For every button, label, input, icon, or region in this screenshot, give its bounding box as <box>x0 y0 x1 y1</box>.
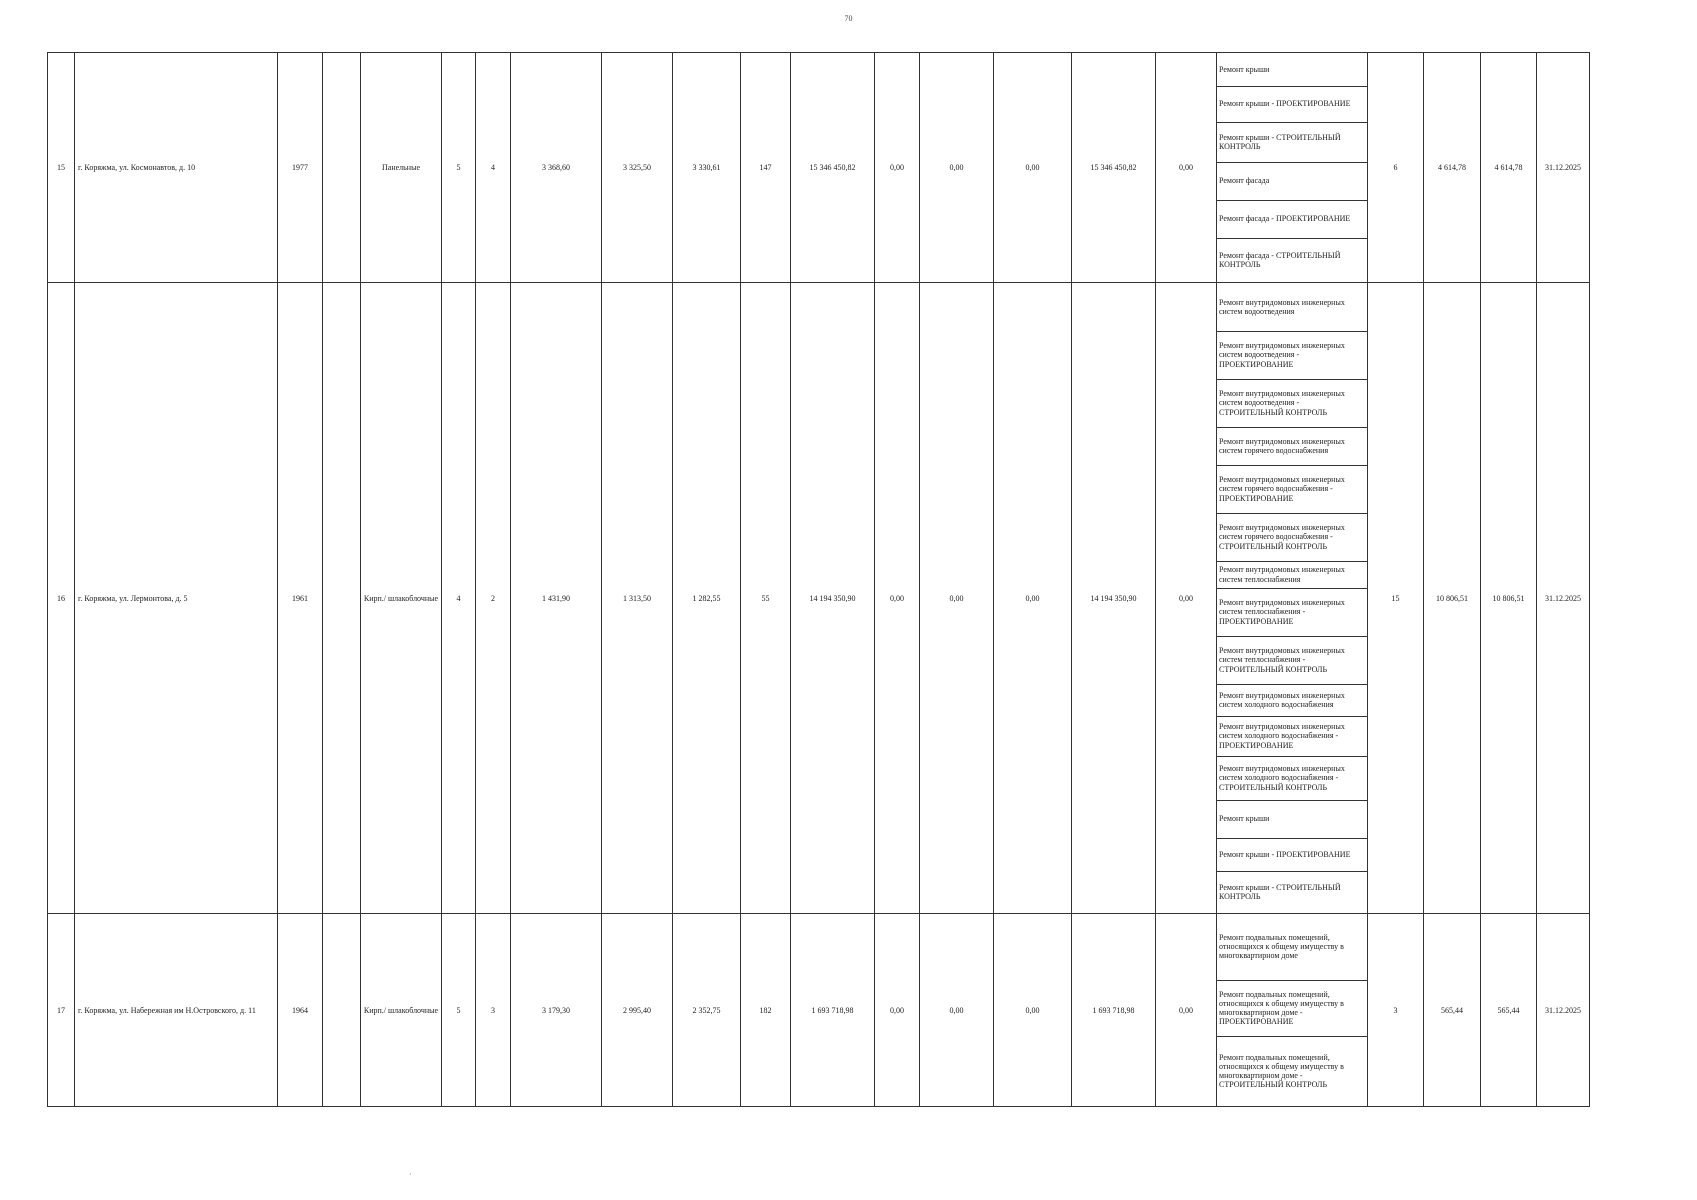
cell-area-b: 3 330,61 <box>673 53 741 283</box>
cell-residents: 147 <box>741 53 791 283</box>
cell-entrances: 4 <box>476 53 511 283</box>
cell-unit-cost-max: 565,44 <box>1481 914 1537 1107</box>
cell-fund-b: 0,00 <box>920 53 994 283</box>
cell-floors: 5 <box>442 53 476 283</box>
work-item: Ремонт крыши - СТРОИТЕЛЬНЫЙ КОНТРОЛЬ <box>1219 883 1341 902</box>
cell-area-b: 1 282,55 <box>673 283 741 914</box>
work-item: Ремонт внутридомовых инженерных систем водоотведения <box>1217 283 1367 331</box>
cell-fund-c: 0,00 <box>994 283 1072 914</box>
cell-fund-b: 0,00 <box>920 914 994 1107</box>
work-item: Ремонт подвальных помещений, относящихся к общему имуществу в многоквартирном доме - СТРОИТЕЛЬНЫЙ КОНТРОЛЬ <box>1219 1052 1344 1090</box>
work-item: Ремонт фасада <box>1217 162 1367 200</box>
cell-fund-e: 0,00 <box>1156 914 1217 1107</box>
work-item: Ремонт фасада - СТРОИТЕЛЬНЫЙ КОНТРОЛЬ <box>1219 251 1341 270</box>
work-item: Ремонт подвальных помещений, относящихся к общему имуществу в многоквартирном доме - ПРОЕКТИРОВАНИЕ <box>1217 980 1367 1036</box>
cell-col-empty <box>323 914 361 1107</box>
cell-entrances: 2 <box>476 283 511 914</box>
cell-col-empty <box>323 53 361 283</box>
cell-fund-a: 0,00 <box>875 53 920 283</box>
stray-mark: · <box>409 1170 412 1179</box>
cell-cost-total: 15 346 450,82 <box>791 53 875 283</box>
cell-floors: 5 <box>442 914 476 1107</box>
cell-deadline: 31.12.2025 <box>1537 53 1590 283</box>
repair-program-table <box>47 52 1590 1107</box>
table-row <box>48 914 1590 1107</box>
cell-floors: 4 <box>442 283 476 914</box>
cell-address: г. Коряжма, ул. Лермонтова, д. 5 <box>75 283 278 914</box>
work-item: Ремонт внутридомовых инженерных систем холодного водоснабжения <box>1217 684 1367 716</box>
works-list <box>1217 283 1368 914</box>
cell-entrances: 3 <box>476 914 511 1107</box>
works-list <box>1217 914 1368 1107</box>
cell-fund-b: 0,00 <box>920 283 994 914</box>
cell-fund-c: 0,00 <box>994 914 1072 1107</box>
cell-num: 15 <box>48 53 75 283</box>
cell-unit-cost-max: 4 614,78 <box>1481 53 1537 283</box>
cell-wall: Панельные <box>361 53 442 283</box>
cell-fund-a: 0,00 <box>875 283 920 914</box>
work-item: Ремонт крыши - СТРОИТЕЛЬНЫЙ КОНТРОЛЬ <box>1217 122 1367 162</box>
cell-unit-cost-max: 10 806,51 <box>1481 283 1537 914</box>
cell-num: 17 <box>48 914 75 1107</box>
work-item: Ремонт фасада - ПРОЕКТИРОВАНИЕ <box>1217 200 1367 238</box>
cell-num: 16 <box>48 283 75 914</box>
cell-fund-d: 1 693 718,98 <box>1072 914 1156 1107</box>
cell-area-total: 3 179,30 <box>511 914 602 1107</box>
cell-area-total: 3 368,60 <box>511 53 602 283</box>
cell-area-a: 2 995,40 <box>602 914 673 1107</box>
work-item: Ремонт внутридомовых инженерных систем водоотведения - СТРОИТЕЛЬНЫЙ КОНТРОЛЬ <box>1217 379 1367 427</box>
cell-fund-c: 0,00 <box>994 53 1072 283</box>
cell-area-total: 1 431,90 <box>511 283 602 914</box>
cell-works-count: 15 <box>1368 283 1424 914</box>
work-item: Ремонт крыши <box>1217 800 1367 838</box>
cell-deadline: 31.12.2025 <box>1537 914 1590 1107</box>
cell-year: 1961 <box>278 283 323 914</box>
cell-fund-e: 0,00 <box>1156 53 1217 283</box>
work-item: Ремонт внутридомовых инженерных систем теплоснабжения <box>1217 561 1367 588</box>
work-item: Ремонт внутридомовых инженерных систем водоотведения - ПРОЕКТИРОВАНИЕ <box>1217 331 1367 379</box>
work-item: Ремонт внутридомовых инженерных систем теплоснабжения - СТРОИТЕЛЬНЫЙ КОНТРОЛЬ <box>1217 636 1367 684</box>
cell-cost-total: 1 693 718,98 <box>791 914 875 1107</box>
cell-wall: Кирп./ шлакоблочные <box>361 283 442 914</box>
cell-deadline: 31.12.2025 <box>1537 283 1590 914</box>
work-item: Ремонт внутридомовых инженерных систем горячего водоснабжения - ПРОЕКТИРОВАНИЕ <box>1217 465 1367 513</box>
work-item: Ремонт внутридомовых инженерных систем горячего водоснабжения <box>1217 427 1367 465</box>
cell-residents: 182 <box>741 914 791 1107</box>
work-item: Ремонт внутридомовых инженерных систем холодного водоснабжения - СТРОИТЕЛЬНЫЙ КОНТРОЛЬ <box>1217 756 1367 800</box>
work-item: Ремонт крыши <box>1217 53 1367 86</box>
work-item: Ремонт внутридомовых инженерных систем горячего водоснабжения - СТРОИТЕЛЬНЫЙ КОНТРОЛЬ <box>1217 513 1367 561</box>
cell-residents: 55 <box>741 283 791 914</box>
cell-fund-a: 0,00 <box>875 914 920 1107</box>
cell-unit-cost: 10 806,51 <box>1424 283 1481 914</box>
work-item: Ремонт внутридомовых инженерных систем теплоснабжения - ПРОЕКТИРОВАНИЕ <box>1217 588 1367 636</box>
work-item: Ремонт внутридомовых инженерных систем холодного водоснабжения - ПРОЕКТИРОВАНИЕ <box>1217 716 1367 756</box>
cell-area-b: 2 352,75 <box>673 914 741 1107</box>
cell-wall: Кирп./ шлакоблочные <box>361 914 442 1107</box>
work-item: Ремонт крыши - ПРОЕКТИРОВАНИЕ <box>1217 86 1367 122</box>
cell-fund-e: 0,00 <box>1156 283 1217 914</box>
work-item: Ремонт подвальных помещений, относящихся к общему имуществу в многоквартирном доме <box>1217 914 1367 980</box>
table-row <box>48 283 1590 914</box>
cell-area-a: 3 325,50 <box>602 53 673 283</box>
cell-works-count: 6 <box>1368 53 1424 283</box>
cell-address: г. Коряжма, ул. Набережная им Н.Островского, д. 11 <box>75 914 278 1107</box>
cell-col-empty <box>323 283 361 914</box>
page-number: 70 <box>844 14 853 23</box>
cell-works-count: 3 <box>1368 914 1424 1107</box>
work-item: Ремонт крыши - ПРОЕКТИРОВАНИЕ <box>1217 838 1367 871</box>
cell-cost-total: 14 194 350,90 <box>791 283 875 914</box>
cell-fund-d: 14 194 350,90 <box>1072 283 1156 914</box>
cell-address: г. Коряжма, ул. Космонавтов, д. 10 <box>75 53 278 283</box>
table-row <box>48 53 1590 283</box>
cell-unit-cost: 4 614,78 <box>1424 53 1481 283</box>
cell-year: 1964 <box>278 914 323 1107</box>
cell-fund-d: 15 346 450,82 <box>1072 53 1156 283</box>
cell-unit-cost: 565,44 <box>1424 914 1481 1107</box>
cell-area-a: 1 313,50 <box>602 283 673 914</box>
cell-year: 1977 <box>278 53 323 283</box>
works-list <box>1217 53 1368 283</box>
